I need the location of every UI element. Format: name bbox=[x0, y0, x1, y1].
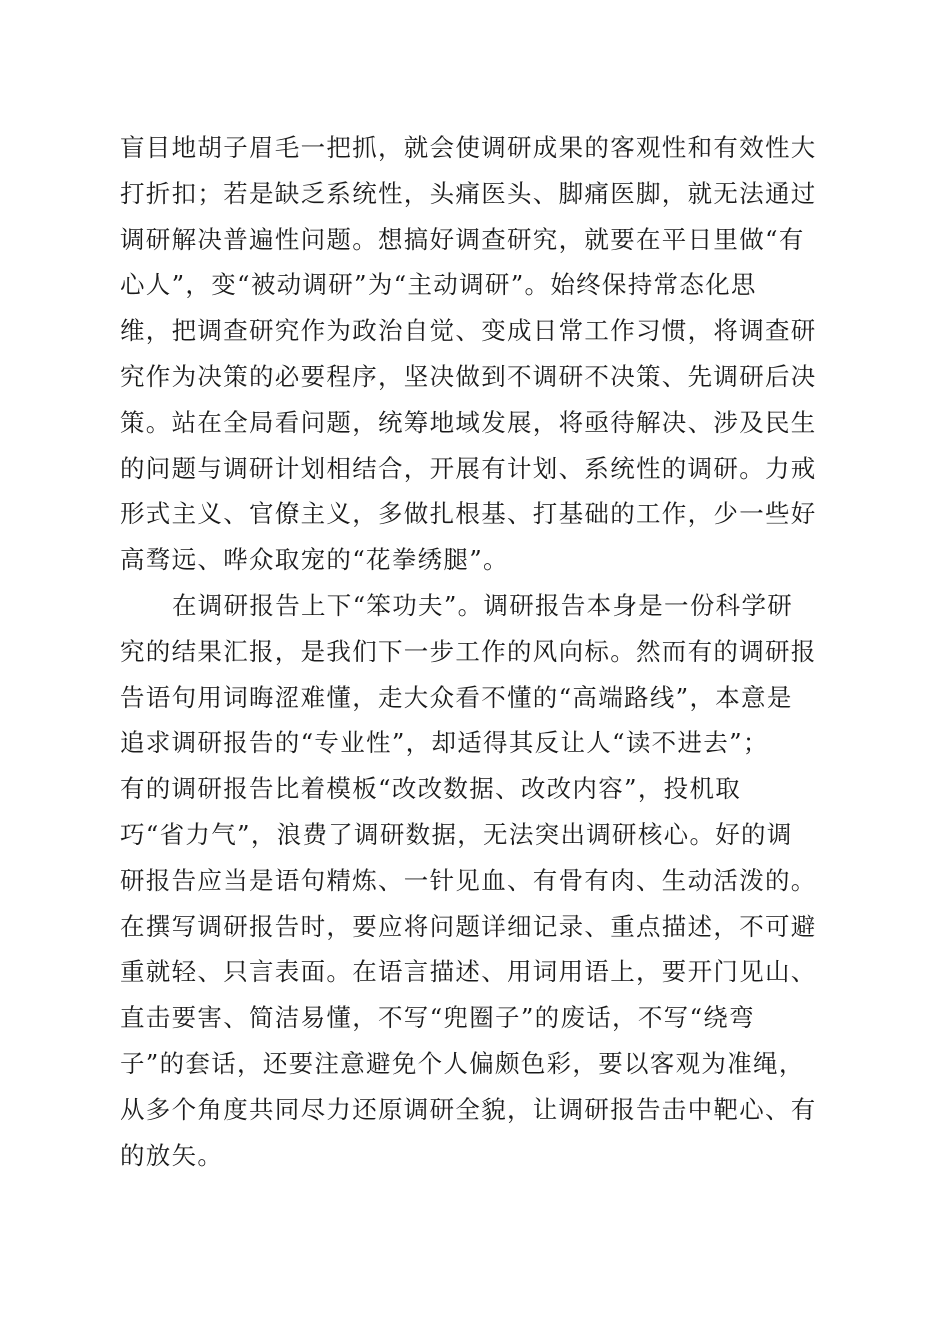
text-line: 的放矢。 bbox=[120, 1140, 224, 1170]
text-line: 重就轻、只言表面。在语言描述、用词用语上，要开门见山、 bbox=[120, 957, 817, 987]
text-line: 的问题与调研计划相结合，开展有计划、系统性的调研。力戒 bbox=[120, 453, 817, 483]
text-line: 形式主义、官僚主义，多做扎根基、打基础的工作，少一些好 bbox=[120, 499, 817, 529]
text-line: 从多个角度共同尽力还原调研全貌，让调研报告击中靶心、有 bbox=[120, 1094, 817, 1124]
text-line: 调研解决普遍性问题。想搞好调查研究，就要在平日里做“有 bbox=[120, 224, 805, 254]
text-line: 打折扣；若是缺乏系统性，头痛医头、脚痛医脚，就无法通过 bbox=[120, 178, 817, 208]
text-line: 直击要害、简洁易懂，不写“兜圈子”的废话，不写“绕弯 bbox=[120, 1003, 755, 1033]
text-line: 高骛远、哗众取宠的“花拳绣腿”。 bbox=[120, 545, 509, 575]
text-line: 巧“省力气”，浪费了调研数据，无法突出调研核心。好的调 bbox=[120, 819, 793, 849]
text-line: 子”的套话，还要注意避免个人偏颇色彩，要以客观为准绳， bbox=[120, 1048, 805, 1078]
text-line: 究的结果汇报，是我们下一步工作的风向标。然而有的调研报 bbox=[120, 636, 817, 666]
text-line: 盲目地胡子眉毛一把抓，就会使调研成果的客观性和有效性大 bbox=[120, 133, 817, 162]
text-line: 研报告应当是语句精炼、一针见血、有骨有肉、生动活泼的。 bbox=[120, 865, 817, 895]
text-line: 策。站在全局看问题，统筹地域发展，将亟待解决、涉及民生 bbox=[120, 407, 817, 437]
text-line: 有的调研报告比着模板“改改数据、改改内容”，投机取 bbox=[120, 774, 742, 804]
text-line: 维，把调查研究作为政治自觉、变成日常工作习惯，将调查研 bbox=[120, 316, 817, 346]
body-text bbox=[120, 125, 830, 1178]
paragraph-first-line: 在调研报告上下“笨功夫”。调研报告本身是一份科学研 bbox=[172, 590, 794, 620]
text-line: 心人”，变“被动调研”为“主动调研”。始终保持常态化思 bbox=[120, 270, 757, 300]
text-line: 追求调研报告的“专业性”，却适得其反让人“读不进去”； bbox=[120, 728, 769, 758]
text-line: 究作为决策的必要程序，坚决做到不调研不决策、先调研后决 bbox=[120, 361, 817, 391]
text-line: 在撰写调研报告时，要应将问题详细记录、重点描述，不可避 bbox=[120, 911, 817, 941]
text-line: 告语句用词晦涩难懂，走大众看不懂的“高端路线”，本意是 bbox=[120, 682, 793, 712]
